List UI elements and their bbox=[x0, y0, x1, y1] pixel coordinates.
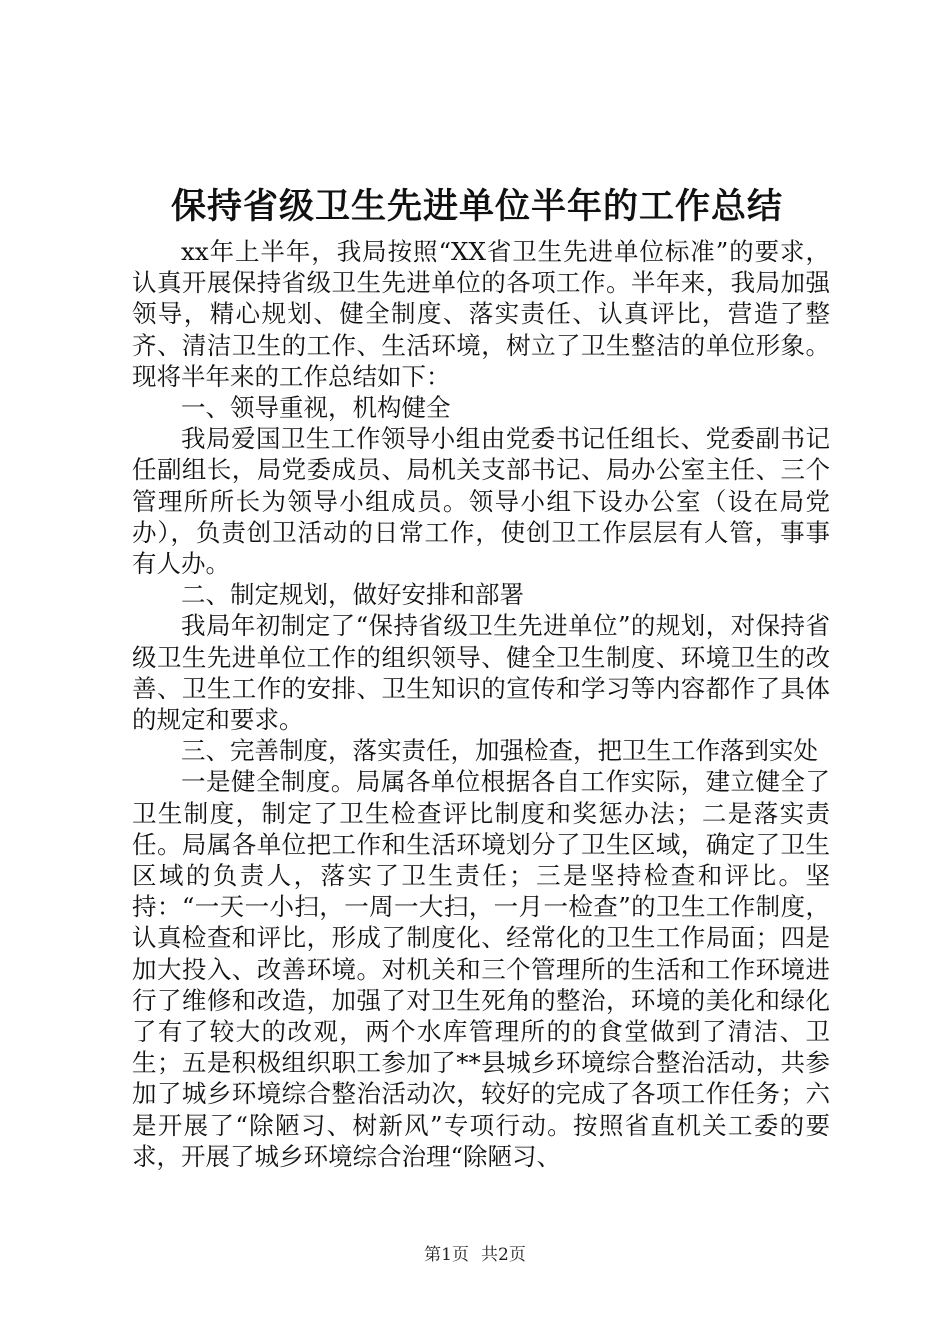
section-3-paragraph: 一是健全制度。局属各单位根据各自工作实际，建立健全了卫生制度，制定了卫生检查评比制度和奖惩办法；二是落实责任。局属各单位把工作和生活环境划分了卫生区域，确定了卫生区域的负责人，落实了卫生责任；三是坚持检查和评比。坚持：“一天一小扫，一周一大扫，一月一检查”的卫生工作制度，认真检查和评比，形成了制度化、经常化的卫生工作局面；四是加大投入、改善环境。对机关和三个管理所的生活和工作环境进行了维修和改造，加强了对卫生死角的整治，环境的美化和绿化了有了较大的改观，两个水库管理所的的食堂做到了清洁、卫生；五是积极组织职工参加了**县城乡环境综合整治活动，共参加了城乡环境综合整治活动次，较好的完成了各项工作任务；六是开展了“除陋习、树新风”专项行动。按照省直机关工委的要求，开展了城乡环境综合治理“除陋习、 bbox=[132, 767, 830, 1171]
page-number: 第1页 bbox=[424, 1245, 469, 1265]
section-heading-1: 一、领导重视，机构健全 bbox=[181, 393, 451, 423]
section-heading-2: 二、制定规划，做好安排和部署 bbox=[181, 580, 524, 610]
section-2-paragraph: 我局年初制定了“保持省级卫生先进单位”的规划，对保持省级卫生先进单位工作的组织领导、健全卫生制度、环境卫生的改善、卫生工作的安排、卫生知识的宣传和学习等内容都作了具体的规定和要求。 bbox=[132, 611, 830, 735]
section-heading-3: 三、完善制度，落实责任，加强检查，把卫生工作落到实处 bbox=[181, 736, 818, 766]
intro-paragraph: xx年上半年，我局按照“XX省卫生先进单位标准”的要求，认真开展保持省级卫生先进单位的各项工作。半年来，我局加强领导，精心规划、健全制度、落实责任、认真评比，营造了整齐、清洁卫生的工作、生活环境，树立了卫生整洁的单位形象。现将半年来的工作总结如下： bbox=[132, 237, 830, 391]
document-body bbox=[132, 236, 830, 1172]
section-1-paragraph: 我局爱国卫生工作领导小组由党委书记任组长、党委副书记任副组长，局党委成员、局机关支部书记、局办公室主任、三个管理所所长为领导小组成员。领导小组下设办公室（设在局党办），负责创卫活动的日常工作，使创卫工作层层有人管，事事有人办。 bbox=[132, 424, 830, 579]
page-total: 共2页 bbox=[481, 1245, 526, 1265]
page-footer bbox=[0, 1243, 950, 1267]
document-title: 保持省级卫生先进单位半年的工作总结 bbox=[170, 187, 783, 227]
